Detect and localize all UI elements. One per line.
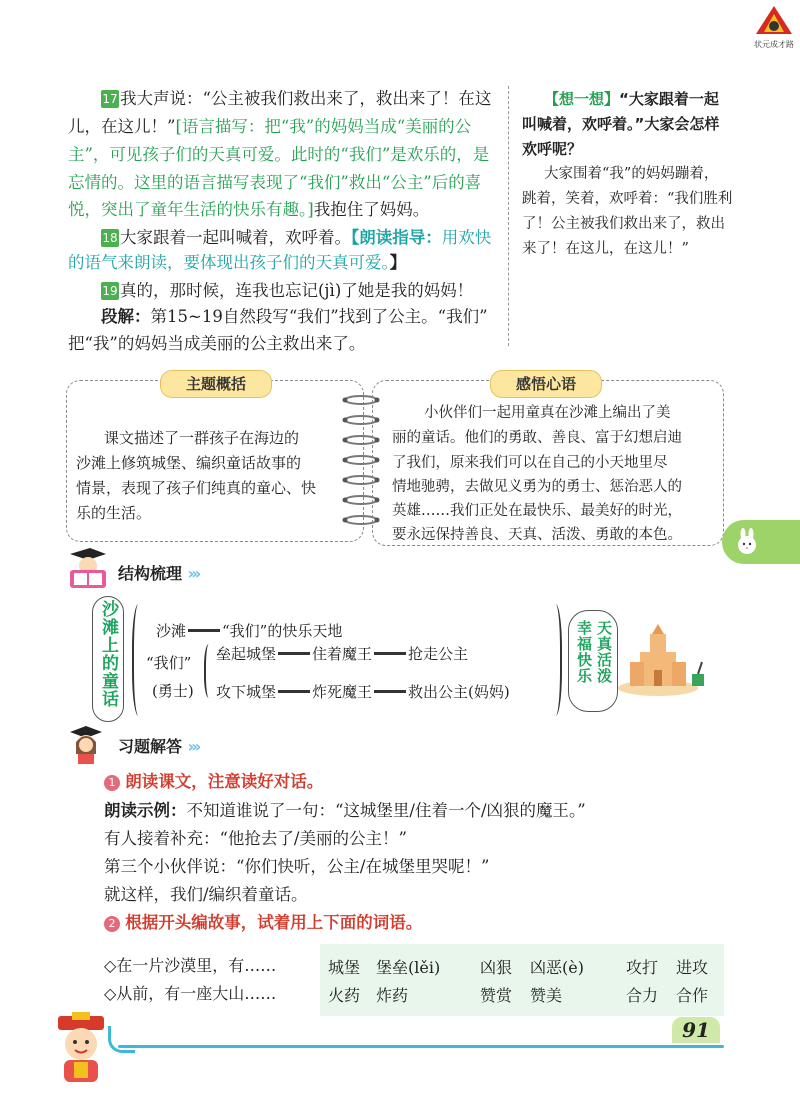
vocab-word: 攻打 [626,958,659,977]
exercises-title: 习题解答 ››› [118,737,199,756]
structure-row1: 沙滩 “我们”的快乐天地 [156,622,343,640]
chevron-right-icon: ››› [187,564,199,583]
question-2: 2 根据开头编故事，试着用上下面的词语。 [104,912,422,934]
sandcastle-illustration [618,622,714,696]
logo-text: 状元成才路 [754,40,794,49]
reading-example-1: 朗读示例：不知道谁说了一句：“这城堡里/住着一个/凶狠的魔王。” [104,801,586,820]
vocab-word: 火药 [328,986,361,1005]
side-answer-line4: 来了！在这儿，在这儿！” [522,241,689,257]
side-divider [508,86,509,346]
structure-row3: 攻下城堡 炸死魔王 救出公主(妈妈) [216,683,510,701]
summary-line2: 把“我”的妈妈当成美丽的公主救出来了。 [68,334,366,353]
inner-bracket [204,644,216,698]
logo-emblem-icon [752,4,796,36]
p17-line5: 悦，突出了童年生活的快乐有趣。]我抱住了妈妈。 [68,200,430,219]
side-answer-line3: 了！公主被我们救出来了，救出 [522,216,725,232]
footer-line [118,1045,724,1048]
structure-result-2: 天真活泼 [595,620,613,684]
reading-example-2: 有人接着补充：“他抢去了/美丽的公主！” [104,829,407,848]
page-number: 91 [682,1018,710,1042]
scholar-mascot-icon [44,1012,118,1086]
theme-line2: 沙滩上修筑城堡、编织童话故事的 [76,454,302,472]
question-1: 1 朗读课文，注意读好对话。 [104,771,323,793]
structure-result-1: 幸福快乐 [575,620,593,684]
structure-who2: (勇士) [152,682,194,700]
story-prompt-2: ◇从前，有一座大山…… [104,984,277,1003]
insight-line3: 了我们，原来我们可以在自己的小天地里尽 [392,455,668,471]
theme-line3: 情景，表现了孩子们纯真的童心、快 [76,479,317,497]
theme-line1: 课文描述了一群孩子在海边的 [104,429,300,447]
vocab-word: 赞美 [530,986,563,1005]
p17-line1: 17 我大声说：“公主被我们救出来了，救出来了！在这 [102,89,492,108]
structure-topic: 沙滩上的童话 [98,600,118,708]
paragraph-number: 18 [102,231,118,245]
chevron-right-icon: ››› [187,737,199,756]
summary-label: 段解： [101,307,151,326]
annotation-language: [语言描写：把“我”的妈妈当成“美丽的公 [175,117,472,136]
graduate-girl-icon [64,724,108,764]
right-bracket [546,604,562,716]
insight-line6: 要永远保持善良、天真、活泼、勇敢的本色。 [392,527,682,543]
side-answer-line2: 跳着，笑着，欢呼着：“我们胜利 [522,191,733,207]
bunny-icon [732,527,762,557]
page-number-badge [672,1017,720,1043]
reading-example-4: 就这样，我们/编织着童话。 [104,885,308,904]
vocab-word: 堡垒(lěi) [376,958,441,977]
vocab-word: 炸药 [376,986,409,1005]
question-number-badge: 2 [104,916,120,932]
structure-who: “我们” [146,654,192,672]
p18-line1: 18 大家跟着一起叫喊着，欢呼着。【朗读指导：用欢快 [102,228,492,247]
insight-line1: 小伙伴们一起用童真在沙滩上编出了美 [424,405,671,421]
sandcastle-icon [618,622,714,696]
insight-title: 感悟心语 [490,370,602,398]
structure-row2: 垒起城堡 住着魔王 抢走公主 [216,645,469,663]
exercise-girl-illustration [64,724,108,764]
vocab-word: 合作 [676,986,709,1005]
p17-line4: 忘情的。这里的语言描写表现了“我们”救出“公主”后的喜 [68,173,482,192]
insight-line5: 英雄……我们正处在最快乐、最美好的时光， [392,503,682,519]
publisher-logo [752,4,796,48]
question-number-badge: 1 [104,775,120,791]
vocab-word: 合力 [626,986,659,1005]
vocab-word: 城堡 [328,958,361,977]
mascot-illustration [44,1012,118,1086]
structure-title: 结构梳理 ››› [118,564,199,583]
p18-line2: 的语气来朗读，要体现出孩子们的天真可爱。】 [68,253,407,272]
side-answer-line1: 大家围着“我”的妈妈蹦着， [544,166,719,182]
side-question-line1: 【想一想】“大家跟着一起 [544,90,719,108]
p17-line3: 主”，可见孩子们的天真可爱。此时的“我们”是欢乐的，是 [68,145,490,164]
story-prompt-1: ◇在一片沙漠里，有…… [104,956,277,975]
insight-line4: 情地驰骋，去做见义勇为的勇士、惩治恶人的 [392,479,682,495]
vocab-word: 进攻 [676,958,709,977]
page-side-tab [722,520,800,564]
theme-title: 主题概括 [160,370,272,398]
side-question-line3: 欢呼呢？ [522,140,583,158]
connector-dash [188,629,220,632]
structure-reader-illustration [64,548,112,592]
summary-line1: 段解：第15~19自然段写“我们”找到了公主。“我们” [101,307,488,326]
insight-line2: 丽的童话。他们的勇敢、善良、富于幻想启迪 [392,430,682,446]
theme-line4: 乐的生活。 [76,504,152,522]
footer-curl [108,1026,135,1053]
p17-line2: 儿，在这儿！”[语言描写：把“我”的妈妈当成“美丽的公 [68,117,472,136]
side-question-line2: 叫喊着，欢呼着。”大家会怎样 [522,115,720,133]
paragraph-number: 17 [102,92,118,106]
vocab-word: 凶狠 [480,958,513,977]
p19-line: 19 真的，那时候，连我也忘记(jì)了她是我的妈妈！ [102,281,474,300]
reading-child-icon [64,548,112,592]
vocab-word: 凶恶(è) [530,958,584,977]
paragraph-number: 19 [102,284,118,298]
vocab-word: 赞赏 [480,986,513,1005]
reading-example-3: 第三个小伙伴说：“你们快听，公主/在城堡里哭呢！” [104,857,490,876]
